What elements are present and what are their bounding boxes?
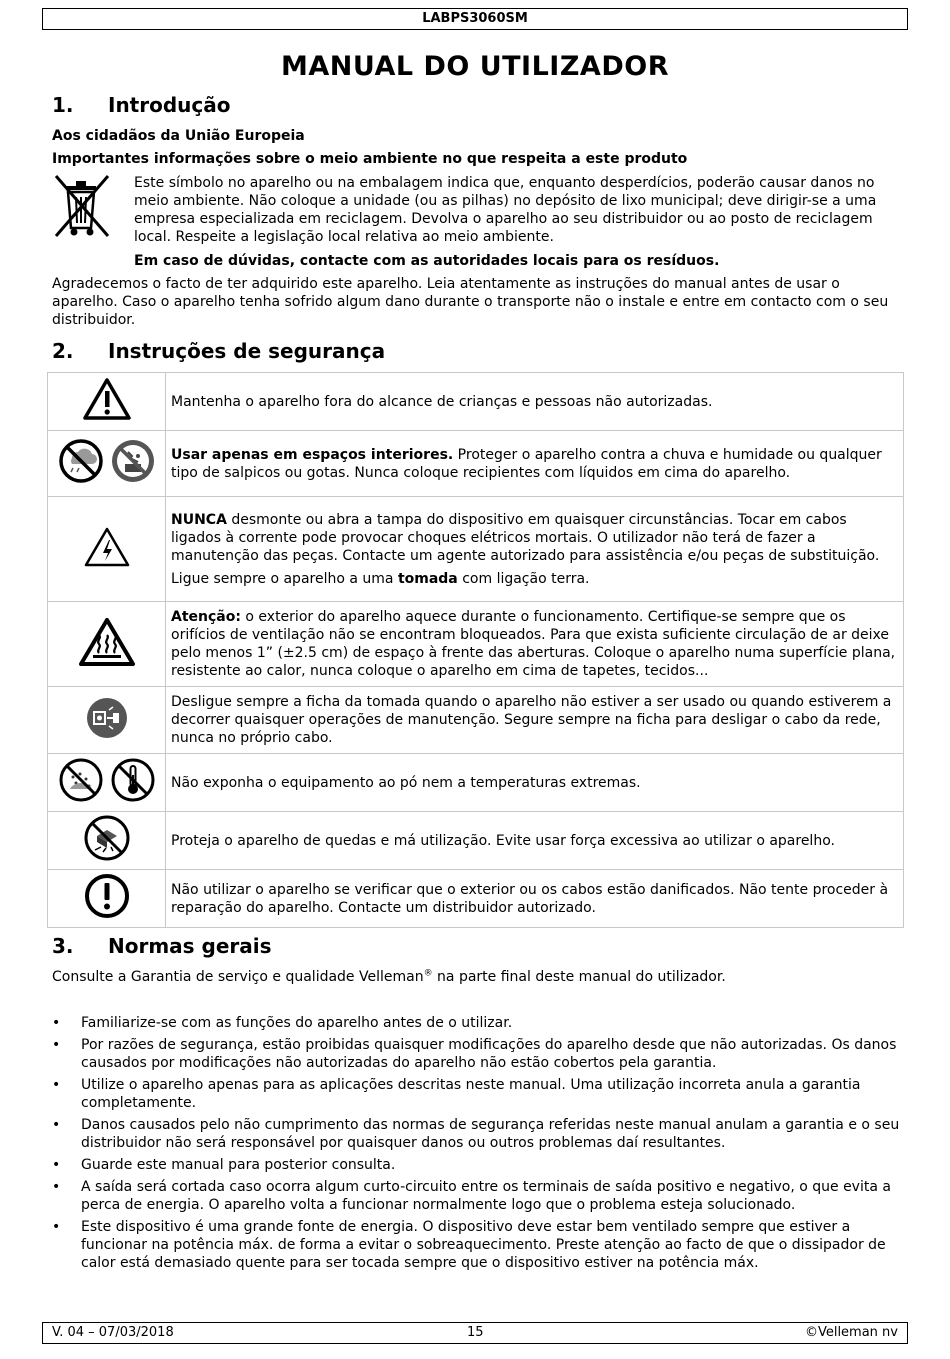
page-header bbox=[42, 8, 908, 30]
crossed-bin-icon bbox=[52, 172, 112, 244]
section-title: Introdução bbox=[108, 93, 231, 117]
weee-text: Este símbolo no aparelho ou na embalagem indica que, enquanto desperdícios, poderão causar danos no meio ambiente. Não coloque a unidade (ou as pilhas) no depósito de lixo municipal; deve dirigir-se a uma empresa especializada em reciclagem. Devolva o aparelho ao seu distribuidor ou ao posto de reciclagem local. Respeite a legislação local relativa ao meio ambiente. bbox=[134, 175, 877, 245]
warning-triangle-icon bbox=[82, 409, 132, 425]
eu-heading: Aos cidadãos da União Europeia bbox=[52, 128, 305, 144]
safety-icon-cell bbox=[48, 431, 166, 497]
list-item: • Danos causados pelo não cumprimento das normas de segurança referidas neste manual anulam a garantia e o seu distribuidor não será responsável por quaisquer danos ou outros problemas daí resultantes. bbox=[52, 1116, 902, 1152]
exclamation-icon bbox=[83, 908, 131, 924]
safety-icon-cell bbox=[48, 687, 166, 754]
list-item: • Este dispositivo é uma grande fonte de energia. O dispositivo deve estar bem ventilado sempre que estiver a funcionar na potência máx. de forma a evitar o sobreaquecimento. Preste atenção ao facto de que o dissipador de calor está demasiado quente para ser tocada sempre que o dispositivo estiver na potência máx. bbox=[52, 1218, 902, 1272]
no-drop-icon bbox=[83, 850, 131, 866]
safety-text-cell bbox=[166, 373, 904, 431]
general-rules-list bbox=[52, 1014, 902, 1276]
doubt-notice: Em caso de dúvidas, contacte com as autoridades locais para os resíduos. bbox=[134, 253, 720, 269]
safety-row bbox=[48, 602, 904, 687]
safety-text: Desligue sempre a ficha da tomada quando o aparelho não estiver a ser usado ou quando estiverem a decorrer quaisquer operações de manutenção. Segure sempre na ficha para desligar o cabo da rede, nunca no próprio cabo. bbox=[171, 694, 892, 746]
safety-text-bold: NUNCA bbox=[171, 511, 227, 528]
environment-heading: Importantes informações sobre o meio ambiente no que respeita a este produto bbox=[52, 151, 688, 167]
safety-text-cell bbox=[166, 870, 904, 928]
document-title: MANUAL DO UTILIZADOR bbox=[281, 51, 669, 82]
section-title: Normas gerais bbox=[108, 934, 272, 958]
section-3-heading bbox=[52, 933, 272, 959]
safety-text-cell bbox=[166, 497, 904, 602]
safety-row bbox=[48, 870, 904, 928]
safety-icon-cell bbox=[48, 497, 166, 602]
model-number: LABPS3060SM bbox=[422, 11, 528, 26]
list-item: • Familiarize-se com as funções do aparelho antes de o utilizar. bbox=[52, 1014, 902, 1032]
safety-text: Proteger o aparelho contra a chuva e humidade ou qualquer tipo de salpicos ou gotas. Nunca coloque recipientes com líquidos em cima do aparelho. bbox=[171, 446, 882, 481]
safety-icon-cell bbox=[48, 602, 166, 687]
safety-text-cell bbox=[166, 754, 904, 812]
safety-paragraph bbox=[171, 570, 897, 588]
list-item: • Utilize o aparelho apenas para as aplicações descritas neste manual. Uma utilização incorreta anula a garantia completamente. bbox=[52, 1076, 902, 1112]
thanks-paragraph: Agradecemos o facto de ter adquirido este aparelho. Leia atentamente as instruções do manual antes de usar o aparelho. Caso o aparelho tenha sofrido algum dano durante o transporte não o instale e entre em contacto com o seu distribuidor. bbox=[52, 276, 889, 328]
safety-row bbox=[48, 373, 904, 431]
safety-text-cell bbox=[166, 431, 904, 497]
safety-text-cell bbox=[166, 812, 904, 870]
unplug-icon bbox=[85, 728, 129, 744]
safety-icon-cell bbox=[48, 373, 166, 431]
safety-row bbox=[48, 431, 904, 497]
safety-row bbox=[48, 497, 904, 602]
safety-text-cell bbox=[166, 602, 904, 687]
safety-text-bold: Atenção: bbox=[171, 609, 241, 625]
no-liquids-icon bbox=[110, 438, 156, 489]
section-number: 2. bbox=[52, 339, 74, 363]
safety-table bbox=[47, 372, 904, 928]
footer-version: V. 04 – 07/03/2018 bbox=[52, 1325, 174, 1340]
list-item: • A saída será cortada caso ocorra algum curto-circuito entre os terminais de saída positivo e negativo, o que evita a perca de energia. O aparelho volta a funcionar normalmente logo que o problema esteja solucionado. bbox=[52, 1178, 902, 1214]
safety-text: Mantenha o aparelho fora do alcance de crianças e pessoas não autorizadas. bbox=[171, 393, 713, 410]
safety-icon-cell bbox=[48, 812, 166, 870]
safety-text: o exterior do aparelho aquece durante o funcionamento. Certifique-se sempre que os orifícios de ventilação não se encontram bloqueados. Para que exista suficiente circulação de ar deixe pelo menos 1” (±2.5 cm) de espaço à frente das aberturas. Coloque o aparelho numa superfície plana, resistente ao calor, nunca coloque o aparelho em cima de tapetes, tecidos... bbox=[171, 609, 896, 679]
safety-text: Não utilizar o aparelho se verificar que o exterior ou os cabos estão danificados. Não tente proceder à reparação do aparelho. Contacte um distribuidor autorizado. bbox=[171, 881, 889, 916]
safety-text: com ligação terra. bbox=[457, 570, 590, 587]
section-number: 3. bbox=[52, 934, 74, 958]
no-rain-icon bbox=[58, 438, 104, 489]
general-intro-text: Consulte a Garantia de serviço e qualidade Velleman bbox=[52, 969, 424, 985]
safety-icon-cell bbox=[48, 870, 166, 928]
no-extreme-temperature-icon bbox=[110, 757, 156, 808]
safety-text: Não exponha o equipamento ao pó nem a temperaturas extremas. bbox=[171, 774, 641, 791]
list-item: • Por razões de segurança, estão proibidas quaisquer modificações do aparelho desde que não autorizadas. Os danos causados por modificações não autorizadas do aparelho não estão cobertos pela garantia. bbox=[52, 1036, 902, 1072]
safety-text-bold: tomada bbox=[397, 570, 458, 587]
page-footer bbox=[42, 1322, 908, 1344]
safety-row bbox=[48, 812, 904, 870]
page-number: 15 bbox=[467, 1325, 484, 1340]
safety-row bbox=[48, 687, 904, 754]
footer-copyright: ©Velleman nv bbox=[804, 1325, 898, 1340]
list-item: • Guarde este manual para posterior consulta. bbox=[52, 1156, 902, 1174]
safety-text: Proteja o aparelho de quedas e má utilização. Evite usar força excessiva ao utilizar o aparelho. bbox=[171, 832, 835, 849]
general-intro-text: na parte final deste manual do utilizador. bbox=[432, 969, 726, 985]
section-title: Instruções de segurança bbox=[108, 339, 386, 363]
section-number: 1. bbox=[52, 93, 74, 117]
hot-surface-icon bbox=[78, 655, 136, 671]
safety-row bbox=[48, 754, 904, 812]
safety-text: Ligue sempre o aparelho a uma bbox=[171, 570, 398, 587]
section-1-heading bbox=[52, 92, 231, 118]
electric-shock-icon bbox=[83, 556, 131, 572]
safety-text-bold: Usar apenas em espaços interiores. bbox=[171, 446, 454, 463]
safety-text: desmonte ou abra a tampa do dispositivo em quaisquer circunstâncias. Tocar em cabos ligados à corrente pode provocar choques elétricos mortais. O utilizador não terá de fazer a manutenção das peças. Contacte um agente autorizado para assistência e/ou peças de substituição. bbox=[171, 511, 880, 564]
safety-icon-cell bbox=[48, 754, 166, 812]
general-intro bbox=[52, 968, 902, 986]
registered-mark: ® bbox=[423, 968, 433, 979]
section-2-heading bbox=[52, 338, 385, 364]
safety-text-cell bbox=[166, 687, 904, 754]
no-dust-icon bbox=[58, 757, 104, 808]
safety-paragraph bbox=[171, 511, 897, 565]
